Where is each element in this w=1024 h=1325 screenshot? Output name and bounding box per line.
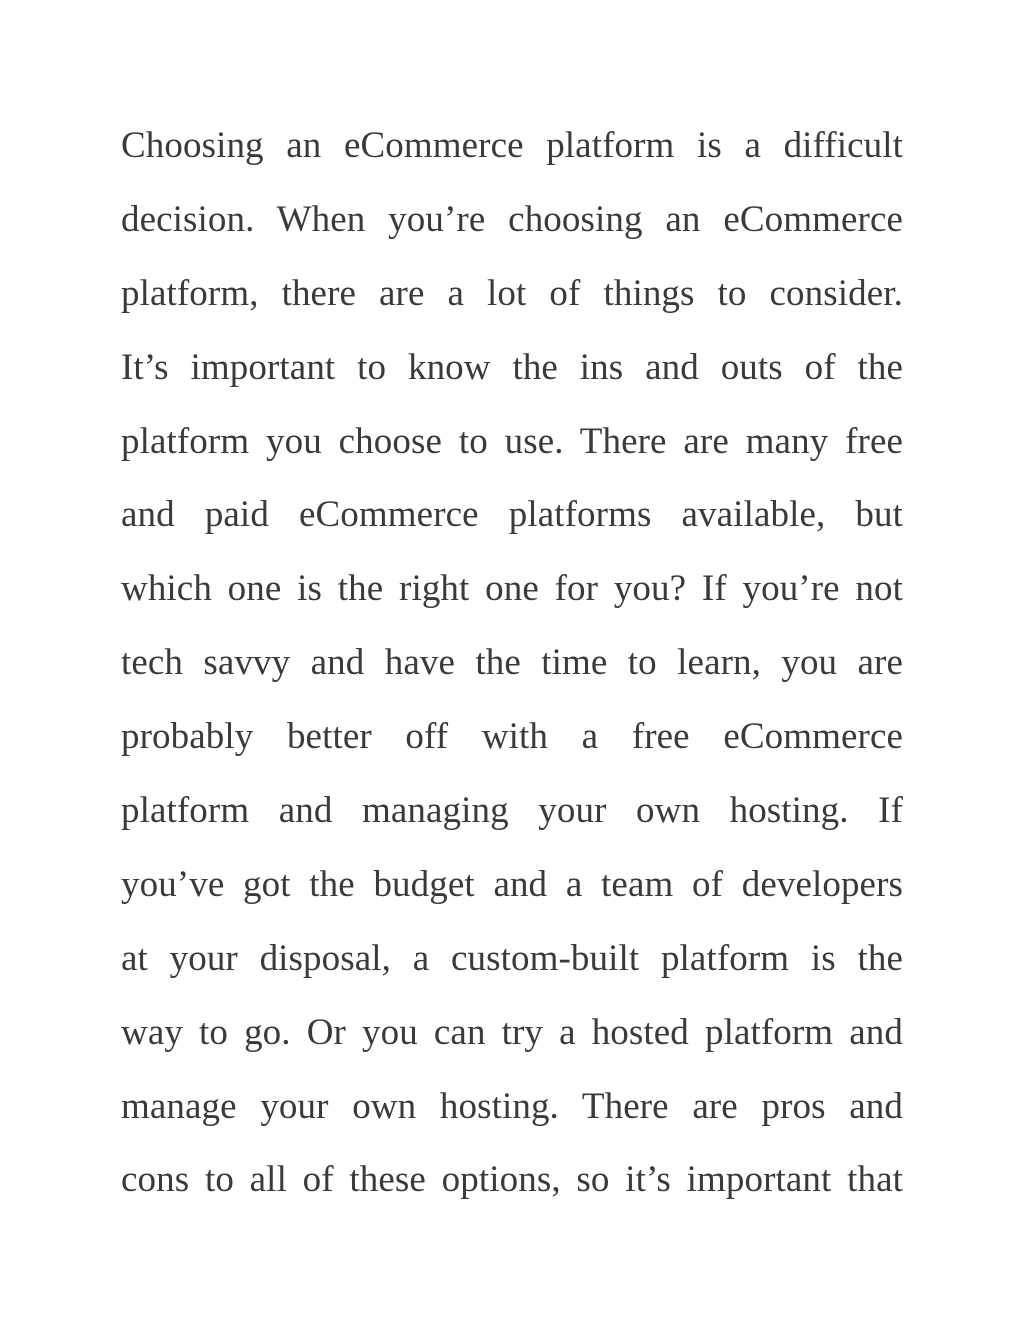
paragraph-line: probably better off with a free eCommerce — [121, 716, 903, 758]
paragraph-line: platform you choose to use. There are many free — [121, 420, 903, 462]
paragraph-line: way to go. Or you can try a hosted platform and — [121, 1011, 903, 1053]
paragraph-line: It’s important to know the ins and outs of the — [121, 346, 903, 388]
paragraph-line: tech savvy and have the time to learn, you are — [121, 642, 903, 684]
paragraph-line: you’ve got the budget and a team of developers — [121, 863, 903, 905]
body-paragraph — [121, 109, 903, 1217]
paragraph-line: platform, there are a lot of things to consider. — [121, 272, 903, 314]
paragraph-line: platform and managing your own hosting. If — [121, 790, 903, 832]
paragraph-line: manage your own hosting. There are pros and — [121, 1085, 903, 1127]
paragraph-line: decision. When you’re choosing an eCommerce — [121, 198, 903, 240]
paragraph-line: cons to all of these options, so it’s important that — [121, 1159, 903, 1201]
paragraph-line: at your disposal, a custom-built platform is the — [121, 937, 903, 979]
paragraph-line: which one is the right one for you? If you’re not — [121, 568, 903, 610]
paragraph-line: and paid eCommerce platforms available, but — [121, 494, 903, 536]
paragraph-line: Choosing an eCommerce platform is a difficult — [121, 125, 903, 166]
